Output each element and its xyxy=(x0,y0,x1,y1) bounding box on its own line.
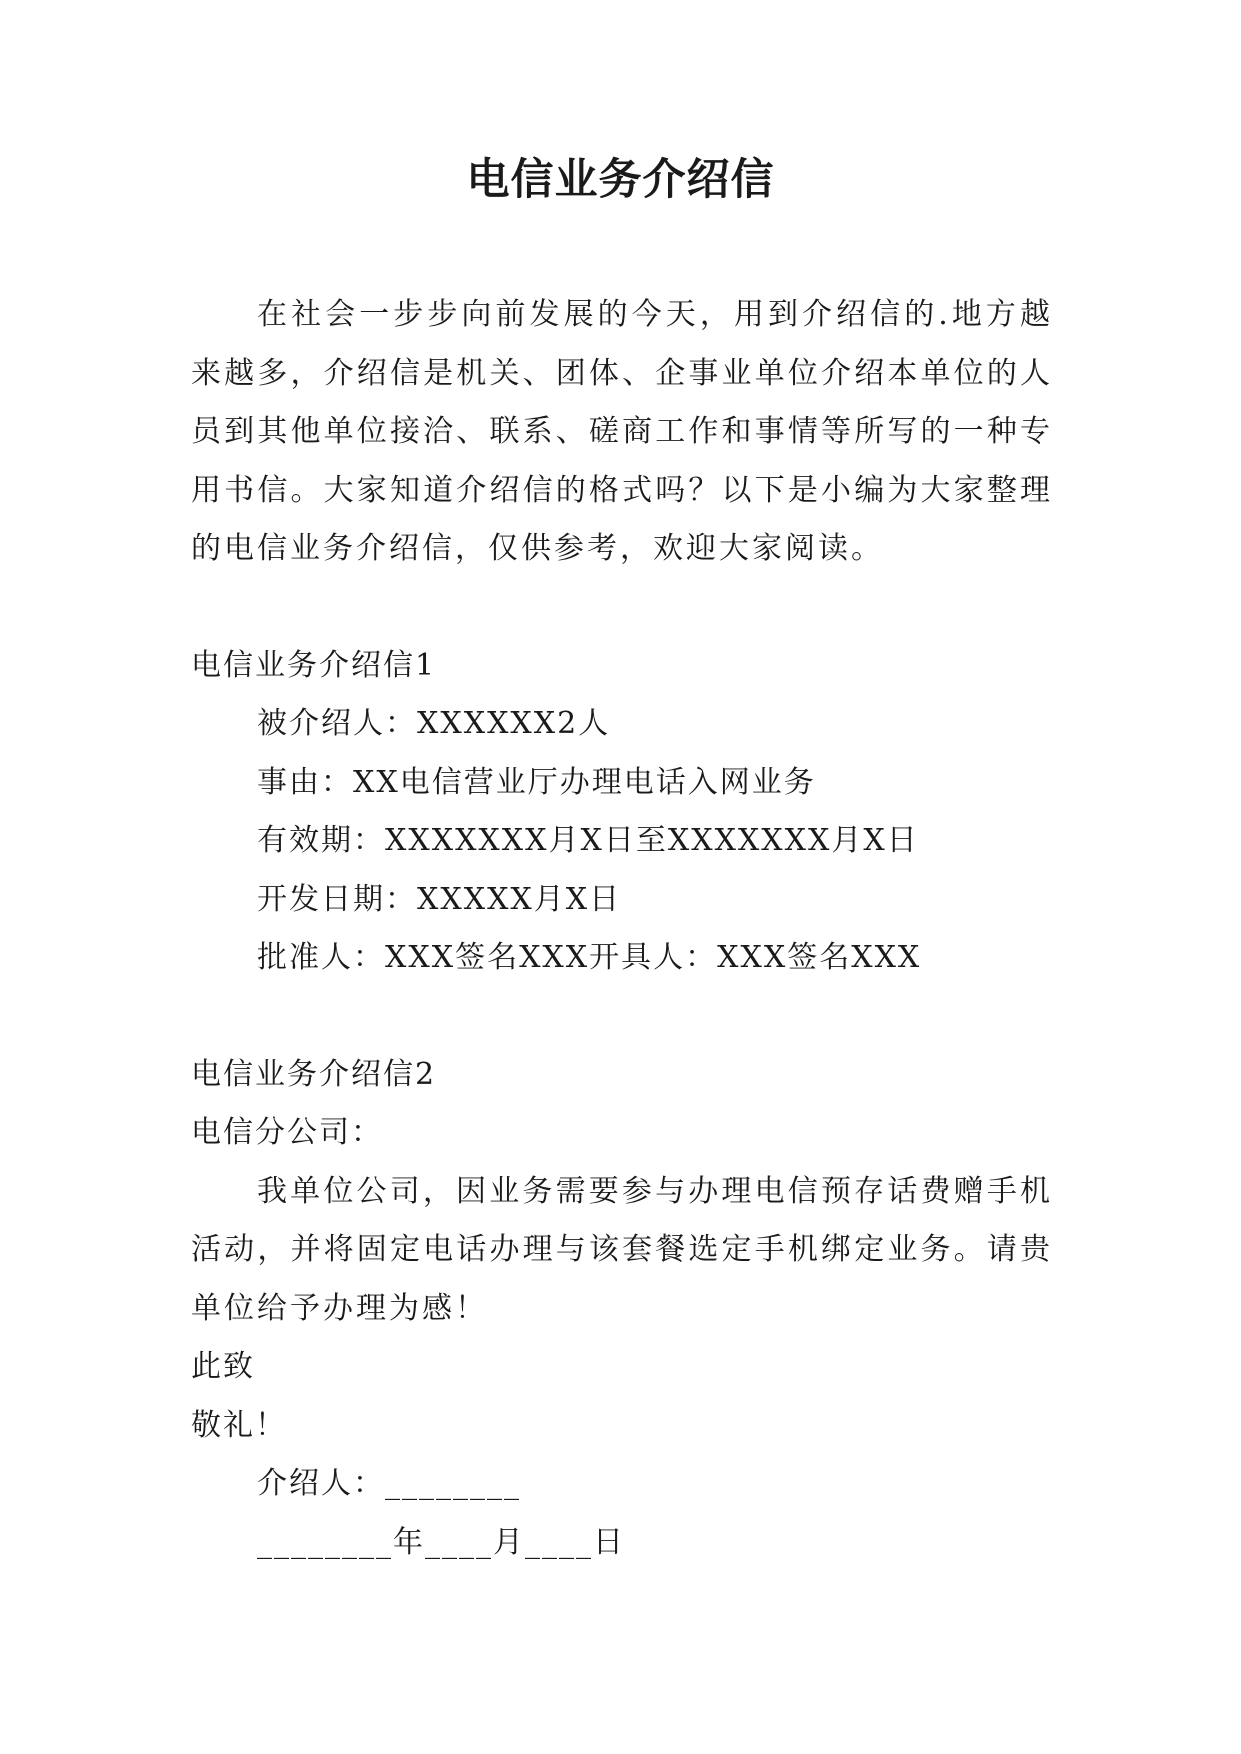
letter1-heading: 电信业务介绍信1 xyxy=(191,647,437,683)
letter1-reason: 事由：XX电信营业厅办理电话入网业务 xyxy=(257,764,816,800)
letter2-closing-line2: 敬礼！ xyxy=(191,1407,287,1443)
section-spacer xyxy=(191,988,1053,1046)
letter1-validity: 有效期：XXXXXXX月X日至XXXXXXX月X日 xyxy=(257,823,919,858)
letter2-heading: 电信业务介绍信2 xyxy=(191,1056,437,1092)
letter2-closing-line1: 此致 xyxy=(191,1349,255,1384)
letter1-issue-date: 开发日期：XXXXX月X日 xyxy=(257,881,622,917)
letter2-date: ________年____月____日 xyxy=(257,1524,625,1560)
letter2-salutation: 电信分公司： xyxy=(191,1115,383,1150)
document-body xyxy=(191,286,1053,1572)
intro-paragraph: 在社会一步步向前发展的今天，用到介绍信的.地方越来越多，介绍信是机关、团体、企事业单位介绍本单位的人员到其他单位接洽、联系、磋商工作和事情等所写的一种专用书信。大家知道介绍信的格式吗？以下是小编为大家整理的电信业务介绍信，仅供参考，欢迎大家阅读。 xyxy=(191,297,1053,566)
letter2-body: 我单位公司，因业务需要参与办理电信预存话费赠手机活动，并将固定电话办理与该套餐选定手机绑定业务。请贵单位给予办理为感！ xyxy=(191,1173,1053,1326)
letter1-signatures: 批准人：XXX签名XXX开具人：XXX签名XXX xyxy=(257,940,922,975)
letter1-introduced-person: 被介绍人：XXXXXX2人 xyxy=(257,706,611,741)
document-title: 电信业务介绍信 xyxy=(466,155,775,205)
letter2-introducer: 介绍人：________ xyxy=(257,1466,521,1501)
section-spacer xyxy=(191,579,1053,637)
